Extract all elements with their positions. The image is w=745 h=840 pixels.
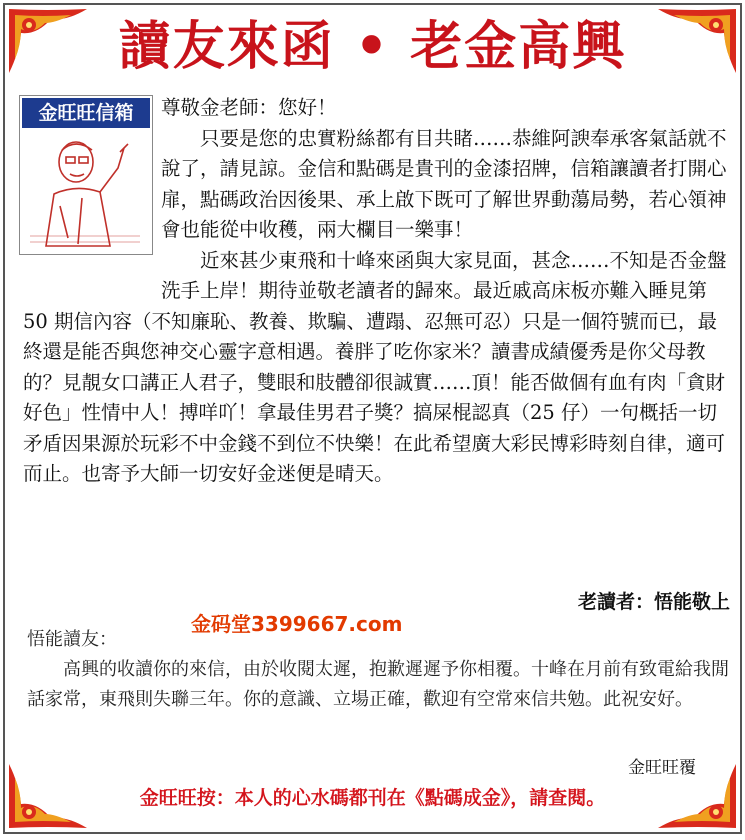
- editor-note: 金旺旺按：本人的心水碼都刊在《點碼成金》，請查閱。: [139, 787, 606, 809]
- float-spacer: [23, 93, 161, 279]
- mailbox-label: 金旺旺信箱: [22, 98, 150, 128]
- reply-signature: 金旺旺覆: [628, 758, 696, 778]
- article-page: [3, 3, 742, 834]
- editor-reply: [27, 625, 737, 715]
- letter-paragraph: 只要是您的忠實粉絲都有目共睹……恭維阿諛奉承客氣話就不說了，請見諒。金信和點碼是貴刊的金漆招牌，信箱讓讀者打開心扉，點碼政治因後果、承上啟下既可了解世界動蕩局勢，若心領神會也能從中收穫，兩大欄目一樂事！: [161, 126, 727, 241]
- letter-greeting: 尊敬金老師：您好！: [161, 96, 337, 119]
- reply-salutation: 悟能讀友：: [27, 629, 117, 650]
- letter-paragraph: 近來甚少東飛和十峰來函與大家見面，甚念……不知是否金盤洗手上岸！期待並敬老讀者的歸來。最近戚高床板亦難入睡見第 50 期信內容（不知廉恥、教養、欺騙、遭蹋、忍無可忍）只是一個符號而已，最終還是能否與您神交心靈字意相遇。養胖了吃你家米？讀書成績優秀是你父母教的？見靚女口講正人君子，雙眼和肢體卻很誠實……頂！能否做個有血有肉「貪財好色」性情中人！搏咩吖！拿最佳男君子獎？搞屎棍認真（25 仔）一句概括一切矛盾因果源於玩彩不中金錢不到位不快樂！在此希望廣大彩民博彩時刻自律，適可而止。也寄予大師一切安好金迷便是晴天。: [23, 248, 727, 485]
- watermark: 金码堂3399667.com: [191, 612, 403, 636]
- letter-signature: 老讀者：悟能敬上: [577, 591, 730, 613]
- reader-letter: [23, 93, 735, 490]
- page-title: 讀友來函 • 老金高興: [118, 16, 627, 77]
- reply-body: 高興的收讀你的來信，由於收閱太遲，抱歉遲遲予你相覆。十峰在月前有致電給我閒話家常，東飛則失聯三年。你的意識、立場正確，歡迎有空常來信共勉。此祝安好。: [27, 659, 729, 710]
